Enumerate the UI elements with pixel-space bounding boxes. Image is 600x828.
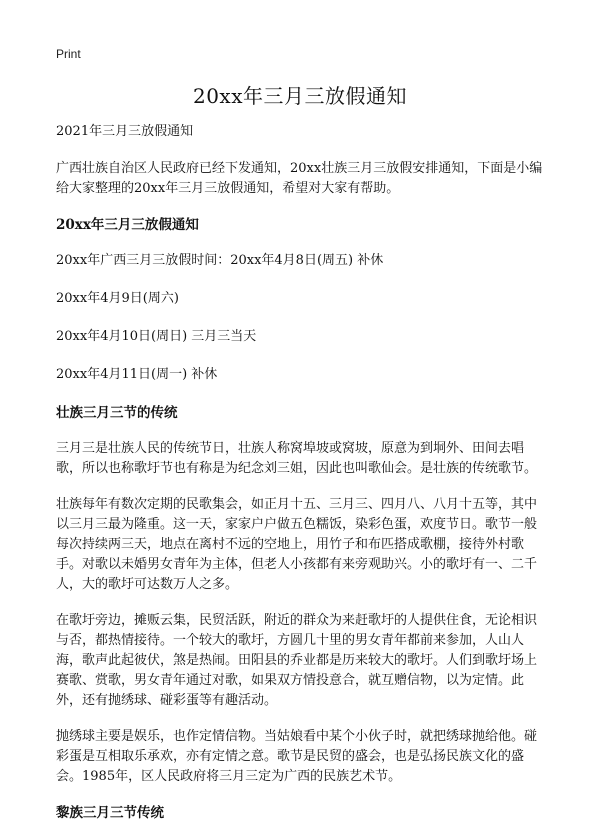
article-body <box>56 122 544 828</box>
body-paragraph: 在歌圩旁边，摊贩云集，民贸活跃，附近的群众为来赶歌圩的人提供住食，无论相识与否，都热情接待。一个较大的歌圩，方圆几十里的男女青年都前来参加，人山人海，歌声此起彼伏，煞是热闹。田阳县的乔业都是历来较大的歌圩。人们到歌圩场上赛歌、赏歌，男女青年通过对歌，如果双方情投意合，就互赠信物，以为定情。此外，还有抛绣球、碰彩蛋等有趣活动。 <box>56 613 538 708</box>
page-title: 20xx年三月三放假通知 <box>192 84 407 108</box>
intro-paragraph: 广西壮族自治区人民政府已经下发通知，20xx壮族三月三放假安排通知，下面是小编给大家整理的20xx年三月三放假通知，希望对大家有帮助。 <box>56 161 543 196</box>
schedule-line: 20xx年4月10日(周日) 三月三当天 <box>56 329 257 344</box>
body-paragraph: 壮族每年有数次定期的民歌集会，如正月十五、三月三、四月八、八月十五等，其中以三月三最为隆重。这一天，家家户户做五色糯饭，染彩色蛋，欢度节日。歌节一般每次持续两三天，地点在离村不远的空地上，用竹子和布匹搭成歌棚，接待外村歌手。对歌以未婚男女青年为主体，但老人小孩都有来旁观助兴。小的歌圩有一、二千人，大的歌圩可达数万人之多。 <box>56 497 538 592</box>
section-heading-zhuang: 壮族三月三节的传统 <box>56 405 178 421</box>
schedule-line: 20xx年4月9日(周六) <box>56 291 179 306</box>
schedule-line: 20xx年广西三月三放假时间：20xx年4月8日(周五) 补休 <box>56 253 384 268</box>
schedule-line: 20xx年4月11日(周一) 补休 <box>56 367 218 382</box>
section-heading-schedule: 20xx年三月三放假通知 <box>56 217 199 233</box>
section-heading-li: 黎族三月三节传统 <box>56 805 164 821</box>
body-paragraph: 抛绣球主要是娱乐，也作定情信物。当姑娘看中某个小伙子时，就把绣球抛给他。碰彩蛋是互相取乐承欢，亦有定情之意。歌节是民贸的盛会，也是弘扬民族文化的盛会。1985年，区人民政府将三月三定为广西的民族艺术节。 <box>56 729 538 784</box>
subtitle: 2021年三月三放假通知 <box>56 124 194 139</box>
body-paragraph: 三月三是壮族人民的传统节日，壮族人称窝埠坡或窝坡，原意为到垌外、田间去唱歌，所以也称歌圩节也有称是为纪念刘三姐，因此也叫歌仙会。是壮族的传统歌节。 <box>56 441 538 476</box>
print-link[interactable]: Print <box>56 47 81 61</box>
